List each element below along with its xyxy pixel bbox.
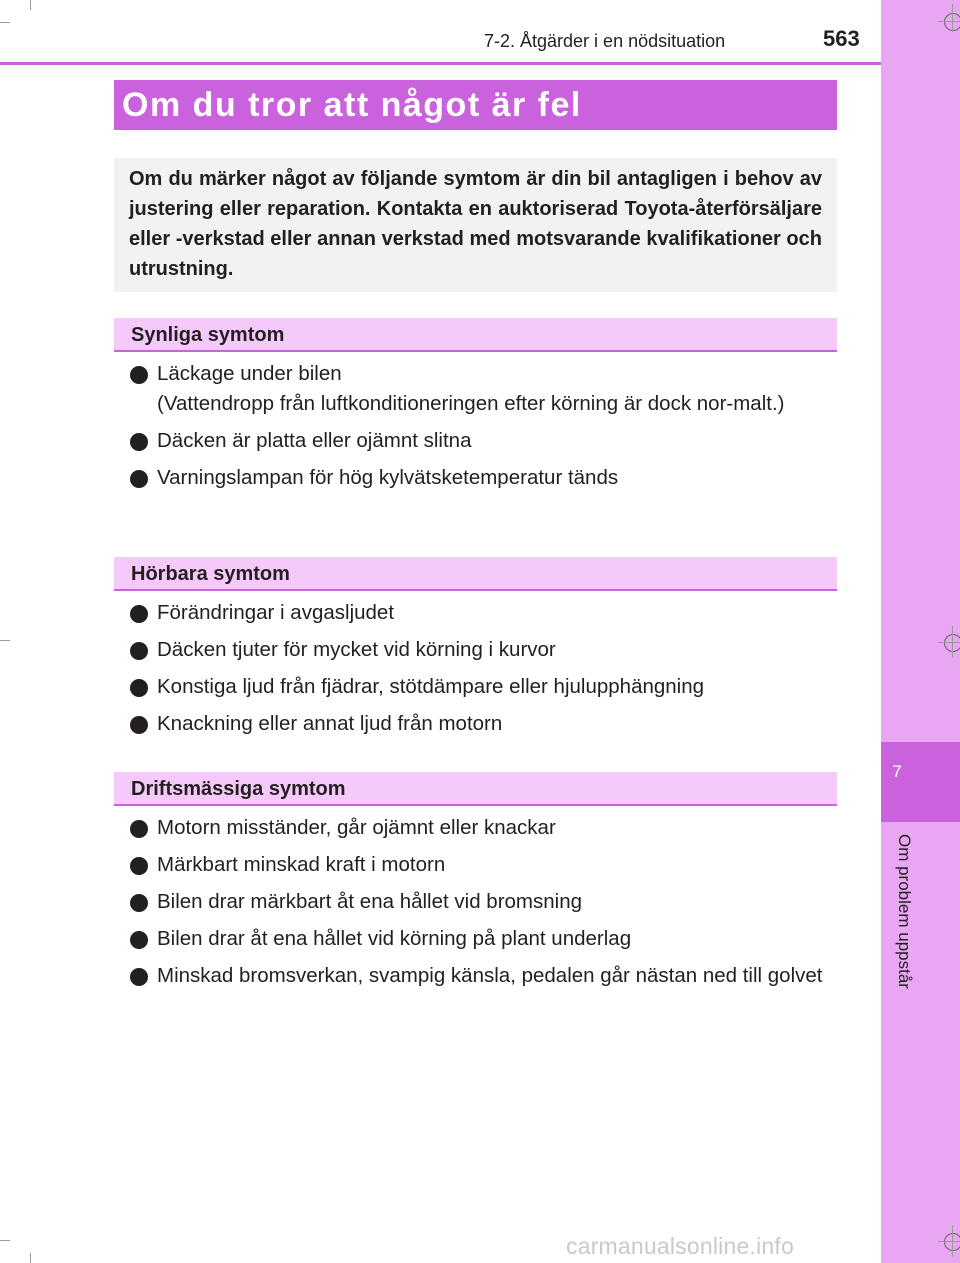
list-item-note: (Vattendropp från luftkonditioneringen efter körning är dock nor-malt.) bbox=[157, 392, 785, 415]
subhead-audible-symptoms: Hörbara symtom bbox=[114, 557, 837, 591]
bullet-icon bbox=[130, 716, 148, 734]
list-item bbox=[130, 598, 832, 628]
running-header: 7-2. Åtgärder i en nödsituation bbox=[484, 31, 726, 51]
bullet-icon bbox=[130, 642, 148, 660]
header-rule bbox=[0, 62, 881, 65]
crop-mark bbox=[30, 0, 31, 10]
bullet-icon bbox=[130, 820, 148, 838]
crop-mark bbox=[0, 22, 10, 23]
audible-symptoms-list bbox=[130, 598, 832, 746]
bullet-icon bbox=[130, 605, 148, 623]
list-item bbox=[130, 813, 832, 843]
list-item bbox=[130, 359, 832, 419]
chapter-title: Om problem uppstår bbox=[895, 834, 914, 989]
bullet-icon bbox=[130, 679, 148, 697]
bullet-icon bbox=[130, 366, 148, 384]
list-item bbox=[130, 672, 832, 702]
visible-symptoms-list bbox=[130, 359, 832, 500]
list-item-text: Bilen drar åt ena hållet vid körning på plant underlag bbox=[157, 927, 632, 950]
list-item-text: Bilen drar märkbart åt ena hållet vid bromsning bbox=[157, 890, 583, 913]
list-item-text: Motorn misständer, går ojämnt eller knackar bbox=[157, 816, 556, 839]
list-item-text: Knackning eller annat ljud från motorn bbox=[157, 712, 503, 735]
crop-mark bbox=[938, 21, 960, 22]
watermark-text: carmanualsonline.info bbox=[566, 1233, 794, 1259]
list-item-text: Märkbart minskad kraft i motorn bbox=[157, 853, 446, 876]
crop-mark bbox=[938, 1241, 960, 1242]
list-item-text: Konstiga ljud från fjädrar, stötdämpare eller hjulupphängning bbox=[157, 675, 705, 698]
list-item-text: Läckage under bilen bbox=[157, 362, 342, 385]
list-item bbox=[130, 463, 832, 493]
intro-box: Om du märker något av följande symtom är din bil antagligen i behov av justering eller reparation. Kontakta en auktoriserad Toyota-återförsäljare eller -verkstad eller annan verkstad med motsvarande kvalifikationer och utrustning. bbox=[114, 158, 837, 292]
crop-mark bbox=[0, 1240, 10, 1241]
list-item bbox=[130, 850, 832, 880]
list-item bbox=[130, 709, 832, 739]
list-item bbox=[130, 426, 832, 456]
operational-symptoms-list bbox=[130, 813, 832, 998]
bullet-icon bbox=[130, 894, 148, 912]
bullet-icon bbox=[130, 433, 148, 451]
list-item-text: Förändringar i avgasljudet bbox=[157, 601, 395, 624]
crop-mark bbox=[938, 642, 960, 643]
list-item-text: Minskad bromsverkan, svampig känsla, pedalen går nästan ned till golvet bbox=[157, 964, 823, 987]
subhead-operational-symptoms: Driftsmässiga symtom bbox=[114, 772, 837, 806]
crop-mark bbox=[952, 626, 953, 658]
chapter-number: 7 bbox=[892, 762, 902, 781]
list-item-text: Varningslampan för hög kylvätsketemperatur tänds bbox=[157, 466, 619, 489]
list-item bbox=[130, 635, 832, 665]
chapter-side-tab bbox=[881, 0, 960, 1263]
crop-mark bbox=[30, 1253, 31, 1263]
crop-mark bbox=[952, 4, 953, 32]
list-item-text: Däcken är platta eller ojämnt slitna bbox=[157, 429, 472, 452]
page-number: 563 bbox=[823, 26, 860, 51]
list-item-text: Däcken tjuter för mycket vid körning i kurvor bbox=[157, 638, 556, 661]
list-item bbox=[130, 887, 832, 917]
list-item bbox=[130, 924, 832, 954]
bullet-icon bbox=[130, 931, 148, 949]
bullet-icon bbox=[130, 470, 148, 488]
crop-mark bbox=[0, 640, 10, 641]
bullet-icon bbox=[130, 857, 148, 875]
page-title: Om du tror att något är fel bbox=[114, 80, 837, 130]
crop-mark bbox=[952, 1225, 953, 1257]
bullet-icon bbox=[130, 968, 148, 986]
list-item bbox=[130, 961, 832, 991]
chapter-number-block bbox=[881, 742, 960, 822]
subhead-visible-symptoms: Synliga symtom bbox=[114, 318, 837, 352]
